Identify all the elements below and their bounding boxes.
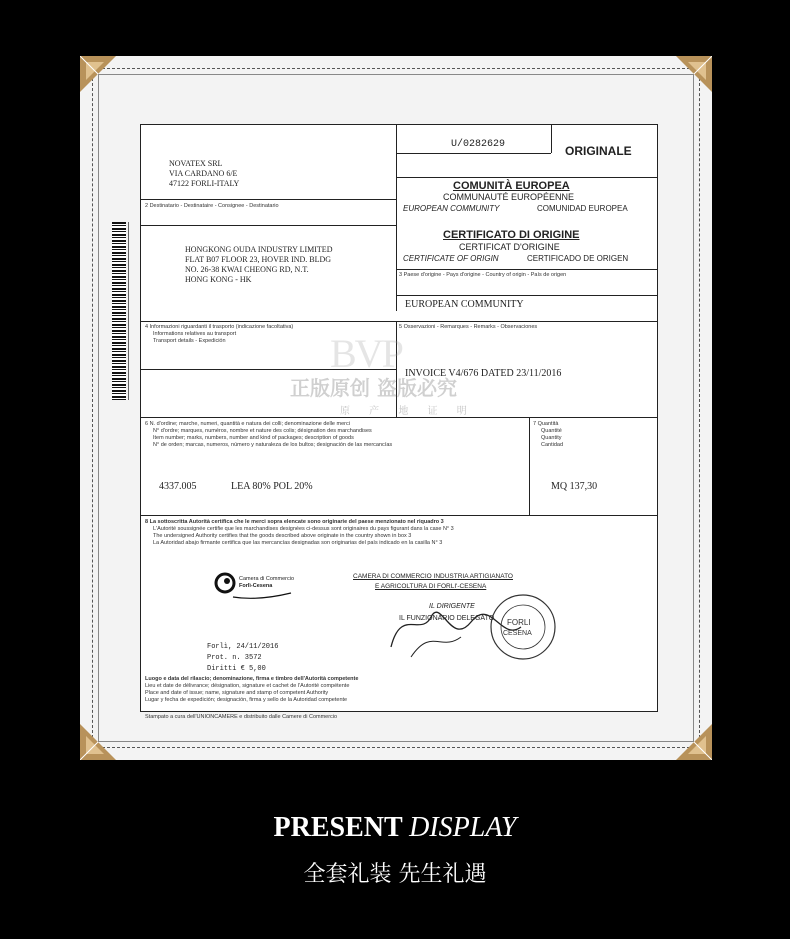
originale-label: ORIGINALE: [565, 144, 632, 158]
exporter-line: 47122 FORLI-ITALY: [169, 179, 240, 188]
caption-subtitle: 全套礼装 先生礼遇: [303, 862, 487, 887]
corner-ornament-icon: [80, 56, 116, 92]
corner-ornament-icon: [676, 56, 712, 92]
community-es: COMUNIDAD EUROPEA: [537, 204, 628, 213]
box7-label: Quantity: [541, 435, 562, 441]
box7-label: Cantidad: [541, 442, 564, 448]
stamp-line: CAMERA DI COMMERCIO INDUSTRIA ARTIGIANATO: [353, 573, 513, 580]
issue-line: Prot. n. 3572: [207, 654, 262, 662]
stamp-line: IL FUNZIONARIO DELEGATO: [399, 615, 495, 622]
barcode: [112, 222, 126, 400]
box8-label: L'Autorité soussignée certifie que les marchandises designées ci-dessus sont originaires du pays figurant dans la case N° 3: [153, 526, 454, 532]
cert-title-it: CERTIFICATO DI ORIGINE: [443, 229, 580, 241]
caption-bold: PRESENT: [273, 812, 403, 843]
box7-label: Quantité: [541, 428, 562, 434]
box8-label: 8 La sottoscritta Autorità certifica che le merci sopra elencate sono originarie del paese menzionato nel riquadro 3: [145, 519, 444, 525]
printed-by: Stampato a cura dell'UNIONCAMERE e distribuito dalle Camere di Commercio: [145, 714, 338, 720]
watermark-line: 原 产 地 证 明: [340, 406, 475, 417]
box6-label: 6 N. d'ordine; marche, numeri, quantità e natura dei colli; denominazione delle merci: [145, 421, 350, 427]
box3-label: 3 Paese d'origine - Pays d'origine - Country of origin - País de origen: [399, 272, 567, 278]
corner-ornament-icon: [80, 724, 116, 760]
svg-text:FORLI: FORLI: [507, 618, 531, 627]
consignee-line: HONG KONG - HK: [185, 275, 252, 284]
box4-label: 4 Informazioni riguardanti il trasporto (indicazione facoltativa): [145, 324, 294, 330]
box4-label: Informations relatives au transport: [153, 331, 237, 337]
consignee-line: HONGKONG OUDA INDUSTRY LIMITED: [185, 245, 333, 254]
box6-label: Item number; marks, numbers, number and kind of packages; description of goods: [153, 435, 354, 441]
caption-italic: DISPLAY: [409, 812, 517, 843]
logo-text: Camera di Commercio: [239, 576, 295, 582]
svg-text:CESENA: CESENA: [503, 630, 532, 637]
caption-title: [0, 812, 790, 844]
community-fr: COMMUNAUTÉ EUROPÉENNE: [443, 192, 575, 202]
watermark-logo: BVP: [330, 331, 402, 376]
exporter-line: VIA CARDANO 6/E: [169, 169, 238, 178]
barcode-edge: [128, 222, 133, 400]
stamp-line: IL DIRIGENTE: [429, 603, 475, 610]
corner-ornament-icon: [676, 724, 712, 760]
cert-title-fr: CERTIFICAT D'ORIGINE: [459, 242, 560, 252]
footer-label: Luogo e data del rilascio; denominazione, firma e timbro dell'Autorità competente: [145, 676, 359, 682]
footer-label: Lugar y fecha de expedición; designación, firma y sello de la Autoridad competente: [145, 697, 348, 703]
box7-label: 7 Quantità: [533, 421, 559, 427]
stamp-line: E AGRICOLTURA DI FORLI'-CESENA: [375, 583, 487, 590]
issue-line: Forlì, 24/11/2016: [207, 643, 279, 651]
community-en: EUROPEAN COMMUNITY: [403, 204, 500, 213]
community-it: COMUNITÀ EUROPEA: [453, 180, 570, 192]
cert-title-es: CERTIFICADO DE ORIGEN: [527, 254, 629, 263]
box8-label: La Autoridad abajo firmante certifica que las mercancías designadas son originarias del país indicado en la casilla N° 3: [153, 540, 443, 546]
goods-quantity: MQ 137,30: [551, 481, 598, 492]
consignee-line: NO. 26-38 KWAI CHEONG RD, N.T.: [185, 265, 309, 274]
certificate-number: U/0282629: [451, 139, 506, 150]
box6-label: N° d'ordre; marques, numéros, nombre et nature des colis; désignation des marchandises: [153, 428, 372, 434]
watermark-line: 正版原创 盗版必究: [290, 376, 457, 400]
box4-label: Transport details - Expedición: [153, 338, 226, 344]
box6-label: N° de orden; marcas, numeros, número y naturaleza de los bultos; designación de las mercancías: [153, 442, 393, 448]
country-of-origin: EUROPEAN COMMUNITY: [405, 299, 524, 310]
exporter-line: NOVATEX SRL: [169, 159, 223, 168]
cert-title-en: CERTIFICATE OF ORIGIN: [403, 254, 499, 263]
goods-description: LEA 80% POL 20%: [231, 481, 313, 492]
certificate-document: [140, 124, 658, 720]
consignee-line: FLAT B07 FLOOR 23, HOVER IND. BLDG: [185, 255, 332, 264]
issue-line: Diritti € 5,00: [207, 665, 266, 673]
footer-label: Lieu et date de délivrance; désignation, signature et cachet de l'Autorité compétente: [145, 683, 350, 689]
logo-text: Forlì-Cesena: [239, 583, 273, 589]
box5-label: 5 Osservazioni - Remarques - Remarks - Observaciones: [399, 324, 538, 330]
signature-stamp-icon: [381, 587, 571, 667]
box2-label: 2 Destinatario - Destinataire - Consignee - Destinatario: [145, 203, 279, 209]
footer-label: Place and date of issue; name, signature and stamp of competent Authority: [145, 690, 329, 696]
goods-code: 4337.005: [159, 481, 197, 492]
box8-label: The undersigned Authority certifies that the goods described above originate in the country shown in box 3: [153, 533, 412, 539]
remarks: INVOICE V4/676 DATED 23/11/2016: [405, 368, 562, 379]
